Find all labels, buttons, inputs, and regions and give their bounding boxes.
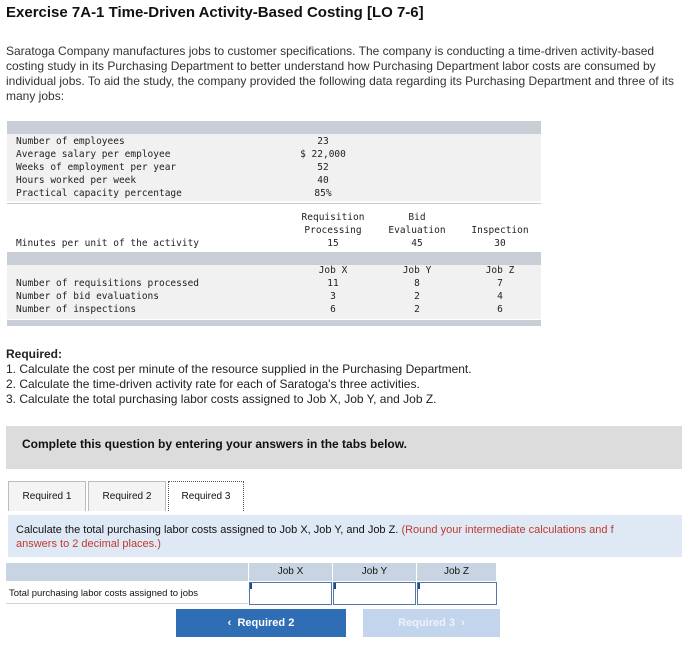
activity-header-line2: Processing bbox=[304, 225, 362, 236]
prev-required-2-button[interactable] bbox=[176, 609, 346, 637]
chevron-left-icon: ‹ bbox=[227, 617, 232, 629]
job-row-label: Number of requisitions processed bbox=[16, 278, 200, 289]
required-heading: Required: bbox=[6, 347, 63, 361]
rounding-note: (Round your intermediate calculations and f bbox=[401, 524, 614, 536]
job-header: Job Z bbox=[485, 265, 515, 276]
job-header: Job Y bbox=[402, 265, 432, 276]
instruction-text: Calculate the total purchasing labor costs assigned to Job X, Job Y, and Job Z. bbox=[16, 524, 399, 536]
general-label: Weeks of employment per year bbox=[16, 162, 177, 173]
required-item: 3. Calculate the total purchasing labor costs assigned to Job X, Job Y, and Job Z. bbox=[6, 392, 437, 406]
minutes-label: Minutes per unit of the activity bbox=[16, 238, 200, 249]
tab-required-2[interactable]: Required 2 bbox=[88, 481, 166, 511]
chevron-right-icon: › bbox=[461, 617, 465, 629]
activity-header-line1: Requisition bbox=[301, 212, 365, 223]
problem-intro: Saratoga Company manufactures jobs to customer specifications. The company is conducting a time-driven activity-based costing study in its Purchasing Department to better understand how Purchasing Department labor costs are consumed by individual jobs. To aid the study, the company provided the following data regarding its Purchasing Department and three of its many jobs: bbox=[6, 44, 674, 103]
input-marker bbox=[418, 583, 420, 589]
answer-header-job-y: Job Y bbox=[333, 563, 417, 581]
job-row-value: 6 bbox=[497, 304, 503, 315]
general-value: 23 bbox=[317, 136, 329, 147]
job-z-input-cell bbox=[417, 582, 497, 605]
job-row-value: 2 bbox=[414, 304, 420, 315]
general-label: Hours worked per week bbox=[16, 175, 137, 186]
minutes-value: 45 bbox=[411, 238, 423, 249]
general-value: 40 bbox=[317, 175, 329, 186]
required-section bbox=[6, 347, 472, 407]
activity-header-line2: Evaluation bbox=[388, 225, 446, 236]
required-item: 2. Calculate the time-driven activity rate for each of Saratoga's three activities. bbox=[6, 377, 420, 391]
job-z-input[interactable] bbox=[418, 583, 496, 604]
instruction-box bbox=[8, 515, 682, 557]
job-row-value: 7 bbox=[497, 278, 503, 289]
activity-header-line1: Bid bbox=[408, 212, 426, 223]
input-marker bbox=[250, 583, 252, 589]
job-y-input-cell bbox=[333, 582, 416, 605]
job-header: Job X bbox=[318, 265, 348, 276]
minutes-value: 15 bbox=[327, 238, 339, 249]
answer-row-label: Total purchasing labor costs assigned to jobs bbox=[6, 584, 248, 604]
job-row-label: Number of inspections bbox=[16, 304, 137, 315]
complete-text: Complete this question by entering your answers in the tabs below. bbox=[22, 437, 407, 451]
job-row-value: 8 bbox=[414, 278, 420, 289]
page-title: Exercise 7A-1 Time-Driven Activity-Based Costing [LO 7-6] bbox=[6, 4, 424, 21]
job-row-label: Number of bid evaluations bbox=[16, 291, 159, 302]
required-item: 1. Calculate the cost per minute of the resource supplied in the Purchasing Department. bbox=[6, 362, 472, 376]
tab-required-3[interactable]: Required 3 bbox=[168, 481, 244, 511]
table-band-top bbox=[7, 121, 541, 134]
general-label: Number of employees bbox=[16, 136, 125, 147]
general-value: 85% bbox=[314, 188, 332, 199]
activity-header-line2: Inspection bbox=[471, 225, 529, 236]
rounding-note-continued: answers to 2 decimal places.) bbox=[16, 538, 161, 550]
answer-header-job-z: Job Z bbox=[417, 563, 497, 581]
general-label: Practical capacity percentage bbox=[16, 188, 182, 199]
tab-required-1[interactable]: Required 1 bbox=[8, 481, 86, 511]
table-band-middle bbox=[7, 252, 541, 265]
job-y-input[interactable] bbox=[334, 583, 415, 604]
next-required-3-button[interactable] bbox=[363, 609, 500, 637]
job-row-value: 4 bbox=[497, 291, 503, 302]
complete-banner bbox=[6, 426, 682, 469]
input-marker bbox=[334, 583, 336, 589]
general-label: Average salary per employee bbox=[16, 149, 171, 160]
next-button-label: Required 3 bbox=[398, 617, 456, 629]
job-row-value: 2 bbox=[414, 291, 420, 302]
table-rule bbox=[7, 203, 541, 204]
job-x-input[interactable] bbox=[250, 583, 331, 604]
general-value: $ 22,000 bbox=[300, 149, 346, 160]
answer-header-job-x: Job X bbox=[249, 563, 333, 581]
job-row-value: 11 bbox=[327, 278, 339, 289]
job-x-input-cell bbox=[249, 582, 332, 605]
job-row-value: 3 bbox=[330, 291, 336, 302]
general-value: 52 bbox=[317, 162, 329, 173]
job-row-value: 6 bbox=[330, 304, 336, 315]
answer-header-blank bbox=[6, 563, 249, 581]
minutes-value: 30 bbox=[494, 238, 506, 249]
prev-button-label: Required 2 bbox=[237, 617, 295, 629]
table-band-bottom bbox=[7, 320, 541, 326]
